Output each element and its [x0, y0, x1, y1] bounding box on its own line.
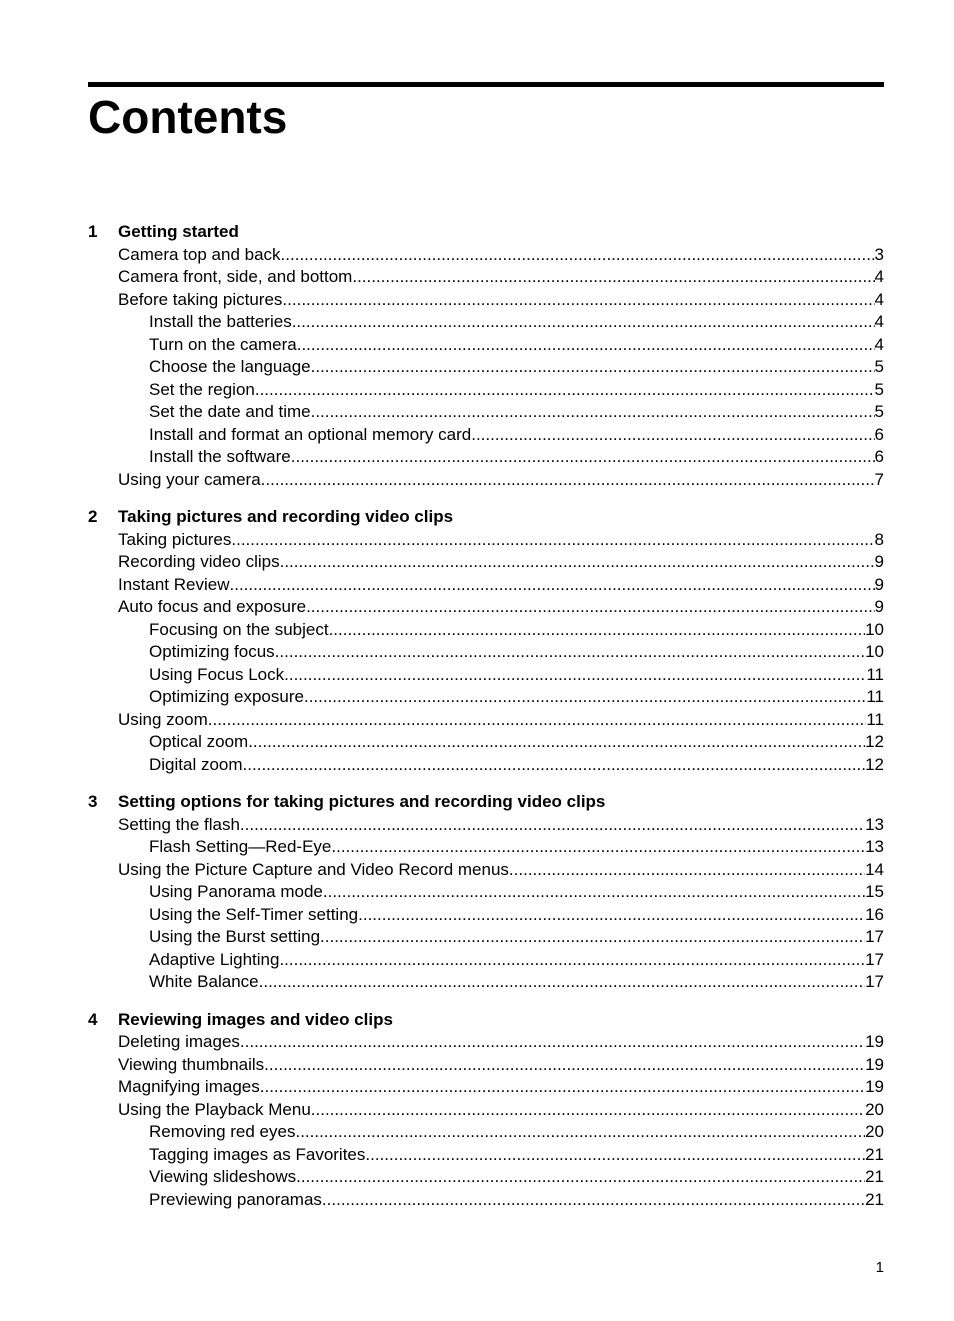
- chapter-4: [88, 1009, 884, 1212]
- entry-page: 21: [865, 1189, 884, 1209]
- dot-leader: [279, 949, 865, 972]
- chapter-title: Setting options for taking pictures and recording video clips: [118, 792, 606, 811]
- entry-page: 6: [874, 447, 884, 466]
- entry-title: Camera front, side, and bottom: [118, 267, 353, 286]
- entry-page: 20: [865, 1122, 884, 1141]
- entry-title: Using the Burst setting: [149, 927, 321, 946]
- entry-page: 11: [866, 687, 884, 706]
- entry-title: Auto focus and exposure: [118, 597, 307, 616]
- entry-title: Using Focus Lock: [149, 664, 285, 684]
- entry-title: Using the Self-Timer setting: [149, 904, 359, 924]
- toc-entry[interactable]: [88, 266, 884, 289]
- dot-leader: [275, 641, 865, 664]
- entry-page: 4: [874, 267, 884, 286]
- entry-title: Using zoom: [118, 709, 208, 729]
- dot-leader: [231, 529, 874, 552]
- toc-subentry[interactable]: [88, 401, 884, 424]
- entry-page: 14: [865, 859, 884, 879]
- toc-entry[interactable]: [88, 574, 884, 597]
- dot-leader: [295, 1121, 865, 1144]
- dot-leader: [281, 244, 875, 267]
- entry-page: 7: [874, 469, 884, 489]
- chapter-number: 4: [88, 1009, 98, 1029]
- toc-subentry[interactable]: [88, 904, 884, 927]
- entry-title: Turn on the camera: [149, 334, 297, 354]
- header-rule: [88, 82, 884, 87]
- dot-leader: [304, 686, 866, 709]
- toc-subentry[interactable]: [88, 1166, 884, 1189]
- entry-title: Setting the flash: [118, 814, 240, 834]
- entry-title: Digital zoom: [149, 754, 243, 774]
- toc-entry[interactable]: [88, 859, 884, 882]
- toc-subentry[interactable]: [88, 949, 884, 972]
- entry-page: 19: [865, 1077, 884, 1096]
- dot-leader: [230, 574, 875, 597]
- dot-leader: [323, 881, 865, 904]
- page-number: 1: [875, 1259, 884, 1276]
- entry-page: 17: [865, 972, 884, 991]
- dot-leader: [243, 754, 866, 777]
- entry-page: 5: [874, 402, 884, 421]
- toc-subentry[interactable]: [88, 379, 884, 402]
- dot-leader: [264, 1054, 865, 1077]
- toc-subentry[interactable]: [88, 619, 884, 642]
- toc-subentry[interactable]: [88, 424, 884, 447]
- entry-title: Install the software: [149, 447, 291, 466]
- entry-title: Set the date and time: [149, 402, 311, 421]
- dot-leader: [291, 446, 875, 469]
- entry-page: 9: [874, 597, 884, 616]
- dot-leader: [296, 1166, 865, 1189]
- toc-entry[interactable]: [88, 814, 884, 837]
- entry-page: 21: [865, 1144, 884, 1164]
- entry-page: 11: [866, 664, 884, 684]
- entry-title: Flash Setting—Red-Eye: [149, 837, 332, 856]
- dot-leader: [259, 971, 865, 994]
- toc-entry[interactable]: [88, 1031, 884, 1054]
- entry-title: Magnifying images: [118, 1077, 260, 1096]
- entry-page: 15: [865, 882, 884, 901]
- toc-subentry[interactable]: [88, 836, 884, 859]
- entry-page: 13: [865, 814, 884, 834]
- toc-subentry[interactable]: [88, 356, 884, 379]
- toc-subentry[interactable]: [88, 664, 884, 687]
- entry-title: Focusing on the subject: [149, 619, 329, 639]
- toc-subentry[interactable]: [88, 926, 884, 949]
- chapter-number: 1: [88, 222, 98, 241]
- entry-title: Viewing thumbnails: [118, 1054, 265, 1074]
- entry-page: 19: [865, 1054, 884, 1074]
- entry-page: 10: [865, 619, 884, 639]
- chapter-2: [88, 506, 884, 776]
- entry-title: Using your camera: [118, 469, 261, 489]
- dot-leader: [311, 1099, 865, 1122]
- chapter-heading[interactable]: [88, 1009, 884, 1032]
- entry-page: 6: [874, 424, 884, 444]
- entry-title: Previewing panoramas: [149, 1189, 322, 1209]
- toc-subentry[interactable]: [88, 686, 884, 709]
- entry-page: 12: [865, 732, 884, 751]
- dot-leader: [240, 1031, 865, 1054]
- chapter-1: [88, 221, 884, 491]
- entry-page: 13: [865, 837, 884, 856]
- dot-leader: [284, 664, 866, 687]
- dot-leader: [261, 469, 875, 492]
- entry-page: 10: [865, 642, 884, 661]
- toc-subentry[interactable]: [88, 754, 884, 777]
- page-title: Contents: [88, 91, 288, 143]
- chapter-title: Reviewing images and video clips: [118, 1009, 393, 1029]
- entry-page: 9: [874, 552, 884, 571]
- entry-title: Recording video clips: [118, 552, 280, 571]
- entry-page: 21: [865, 1167, 884, 1186]
- dot-leader: [282, 289, 874, 312]
- entry-title: Taking pictures: [118, 529, 232, 549]
- dot-leader: [255, 379, 875, 402]
- entry-page: 9: [874, 574, 884, 594]
- entry-title: Before taking pictures: [118, 289, 283, 309]
- entry-page: 4: [874, 312, 884, 331]
- toc-subentry[interactable]: [88, 1189, 884, 1212]
- table-of-contents: [88, 221, 884, 1226]
- toc-subentry[interactable]: [88, 731, 884, 754]
- entry-page: 5: [874, 379, 884, 399]
- entry-page: 16: [865, 904, 884, 924]
- toc-entry[interactable]: [88, 469, 884, 492]
- entry-title: White Balance: [149, 972, 259, 991]
- dot-leader: [358, 904, 865, 927]
- dot-leader: [320, 926, 865, 949]
- dot-leader: [297, 334, 875, 357]
- entry-page: 17: [865, 927, 884, 946]
- entry-page: 3: [874, 244, 884, 264]
- dot-leader: [329, 619, 866, 642]
- toc-entry[interactable]: [88, 551, 884, 574]
- dot-leader: [352, 266, 874, 289]
- entry-title: Optimizing exposure: [149, 687, 304, 706]
- dot-leader: [248, 731, 865, 754]
- toc-subentry[interactable]: [88, 971, 884, 994]
- toc-entry[interactable]: [88, 1076, 884, 1099]
- entry-title: Deleting images: [118, 1032, 240, 1051]
- toc-subentry[interactable]: [88, 334, 884, 357]
- toc-entry[interactable]: [88, 709, 884, 732]
- entry-title: Removing red eyes: [149, 1122, 296, 1141]
- chapter-heading[interactable]: [88, 791, 884, 814]
- entry-page: 17: [865, 949, 884, 969]
- dot-leader: [365, 1144, 865, 1167]
- entry-page: 20: [865, 1099, 884, 1119]
- dot-leader: [260, 1076, 865, 1099]
- entry-title: Tagging images as Favorites: [149, 1144, 366, 1164]
- entry-title: Install and format an optional memory card: [149, 424, 472, 444]
- entry-page: 19: [865, 1032, 884, 1051]
- dot-leader: [280, 551, 875, 574]
- toc-entry[interactable]: [88, 529, 884, 552]
- toc-entry[interactable]: [88, 1099, 884, 1122]
- toc-subentry[interactable]: [88, 446, 884, 469]
- entry-title: Camera top and back: [118, 244, 281, 264]
- entry-title: Optical zoom: [149, 732, 249, 751]
- chapter-title: Taking pictures and recording video clips: [118, 507, 454, 526]
- dot-leader: [311, 356, 875, 379]
- entry-title: Using the Playback Menu: [118, 1099, 311, 1119]
- dot-leader: [509, 859, 865, 882]
- chapter-number: 3: [88, 792, 98, 811]
- toc-subentry[interactable]: [88, 1121, 884, 1144]
- chapter-3: [88, 791, 884, 994]
- entry-title: Using Panorama mode: [149, 882, 323, 901]
- toc-entry[interactable]: [88, 244, 884, 267]
- dot-leader: [208, 709, 867, 732]
- entry-title: Using the Picture Capture and Video Record menus: [118, 859, 509, 879]
- toc-subentry[interactable]: [88, 1144, 884, 1167]
- dot-leader: [471, 424, 874, 447]
- toc-entry[interactable]: [88, 289, 884, 312]
- toc-subentry[interactable]: [88, 641, 884, 664]
- entry-title: Optimizing focus: [149, 642, 275, 661]
- entry-page: 5: [874, 357, 884, 376]
- entry-title: Install the batteries: [149, 312, 292, 331]
- entry-page: 8: [874, 529, 884, 549]
- chapter-heading[interactable]: [88, 221, 884, 244]
- entry-title: Set the region: [149, 379, 255, 399]
- entry-title: Viewing slideshows: [149, 1167, 297, 1186]
- dot-leader: [331, 836, 865, 859]
- toc-entry[interactable]: [88, 1054, 884, 1077]
- toc-subentry[interactable]: [88, 881, 884, 904]
- dot-leader: [240, 814, 865, 837]
- toc-entry[interactable]: [88, 596, 884, 619]
- dot-leader: [322, 1189, 865, 1212]
- entry-title: Choose the language: [149, 357, 311, 376]
- entry-page: 11: [866, 709, 884, 729]
- entry-title: Adaptive Lighting: [149, 949, 280, 969]
- dot-leader: [306, 596, 874, 619]
- dot-leader: [311, 401, 875, 424]
- chapter-number: 2: [88, 507, 98, 526]
- toc-subentry[interactable]: [88, 311, 884, 334]
- entry-page: 12: [865, 754, 884, 774]
- entry-title: Instant Review: [118, 574, 230, 594]
- dot-leader: [292, 311, 875, 334]
- entry-page: 4: [874, 289, 884, 309]
- entry-page: 4: [874, 334, 884, 354]
- chapter-title: Getting started: [118, 222, 239, 241]
- chapter-heading[interactable]: [88, 506, 884, 529]
